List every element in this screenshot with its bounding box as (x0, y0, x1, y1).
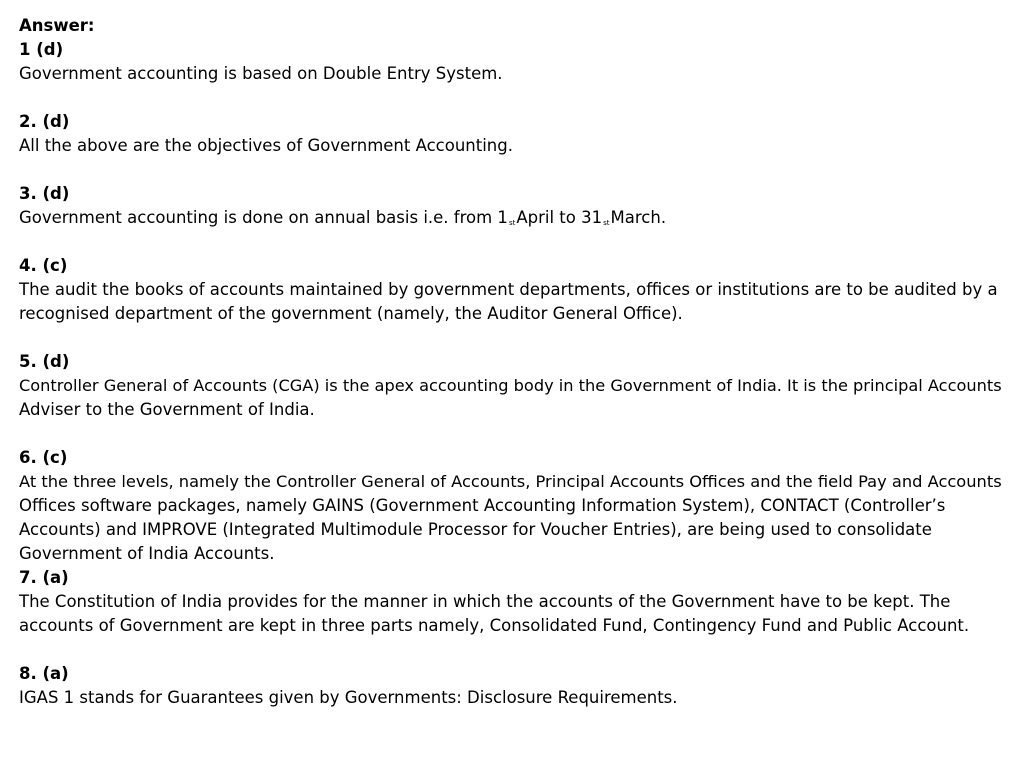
spacer (19, 158, 1009, 182)
answer-3-text-part-c: March. (610, 208, 667, 227)
answer-6-line-1: At the three levels, namely the Controller General of Accounts, Principal Accounts Offices and the field Pay and Accounts (19, 472, 1002, 491)
answer-3-label: 3. (d) (19, 184, 70, 203)
answer-6-line-3: Accounts) and IMPROVE (Integrated Multimodule Processor for Voucher Entries), are being used to consolidate (19, 520, 932, 539)
answer-8-label: 8. (a) (19, 664, 69, 683)
ordinal-suffix: st (508, 219, 516, 227)
answer-2-text: All the above are the objectives of Government Accounting. (19, 136, 513, 155)
spacer (19, 230, 1009, 254)
answer-8-text: IGAS 1 stands for Guarantees given by Governments: Disclosure Requirements. (19, 688, 678, 707)
spacer (19, 86, 1009, 110)
answer-5-label: 5. (d) (19, 352, 70, 371)
answer-5-line-1: Controller General of Accounts (CGA) is the apex accounting body in the Government of India. It is the principal Accounts (19, 376, 1002, 395)
answer-document (19, 14, 1009, 710)
answer-1-label: 1 (d) (19, 40, 64, 59)
answer-4-label: 4. (c) (19, 256, 68, 275)
answer-3-text-part-b: April to 31 (516, 208, 603, 227)
answer-title: Answer: (19, 16, 95, 35)
answer-1-text: Government accounting is based on Double Entry System. (19, 64, 503, 83)
answer-3-text (19, 206, 1009, 230)
spacer (19, 422, 1009, 446)
answer-2-label: 2. (d) (19, 112, 70, 131)
answer-6-line-2: Offices software packages, namely GAINS (Government Accounting Information System), CONTACT (Controller’s (19, 496, 946, 515)
answer-7-line-2: accounts of Government are kept in three parts namely, Consolidated Fund, Contingency Fund and Public Account. (19, 616, 970, 635)
answer-7-label: 7. (a) (19, 568, 69, 587)
answer-7-line-1: The Constitution of India provides for the manner in which the accounts of the Government have to be kept. The (19, 592, 951, 611)
answer-5-line-2: Adviser to the Government of India. (19, 400, 315, 419)
answer-6-label: 6. (c) (19, 448, 68, 467)
spacer (19, 326, 1009, 350)
answer-4-line-2: recognised department of the government (namely, the Auditor General Office). (19, 304, 683, 323)
ordinal-suffix: st (603, 219, 610, 227)
answer-3-text-part-a: Government accounting is done on annual basis i.e. from 1 (19, 208, 508, 227)
answer-4-line-1: The audit the books of accounts maintained by government departments, offices or institutions are to be audited by a (19, 280, 998, 299)
answer-6-line-4: Government of India Accounts. (19, 544, 275, 563)
spacer (19, 638, 1009, 662)
